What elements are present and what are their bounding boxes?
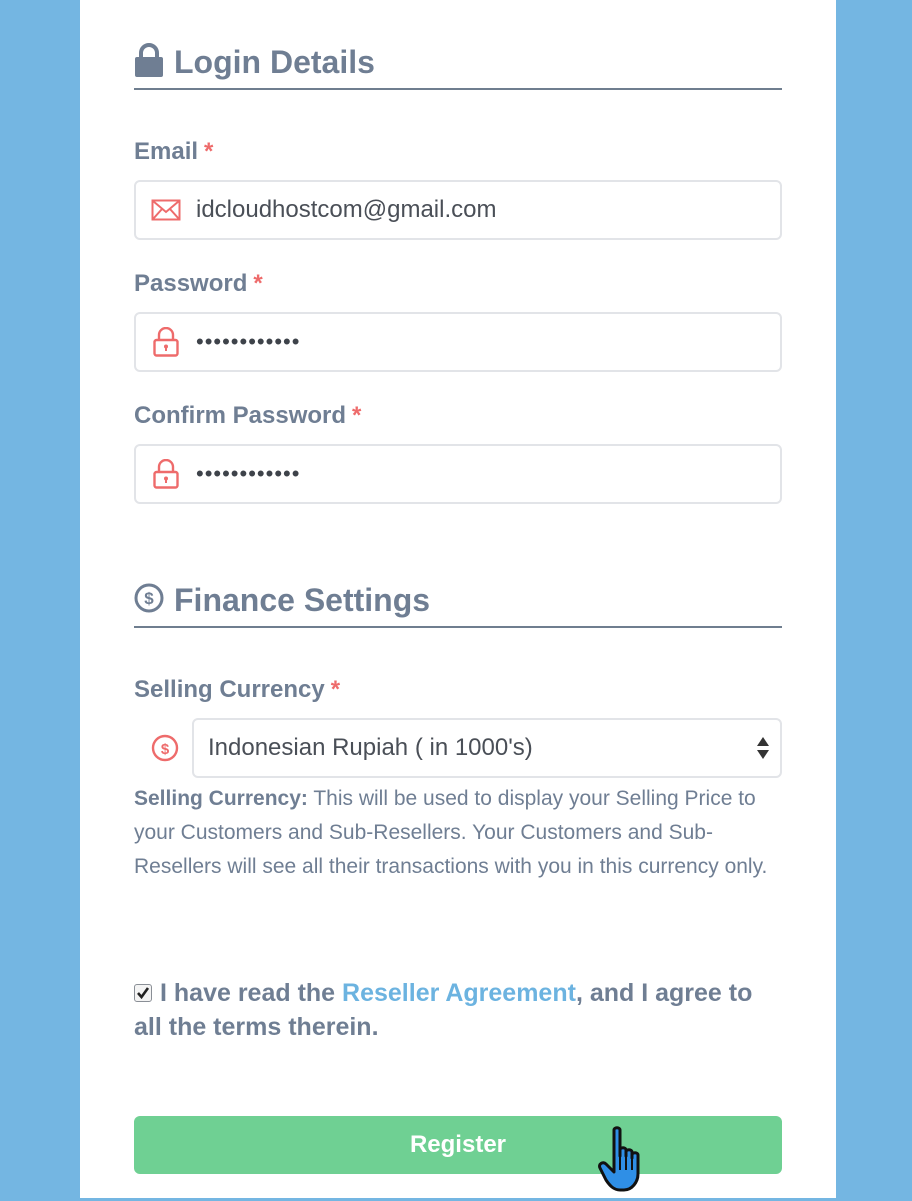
lock-icon [134,43,164,82]
password-field[interactable] [134,312,782,372]
currency-help-text: Selling Currency: This will be used to display your Selling Price to your Customers and Sub-Resellers. Your Customers and Sub-Resellers will see all their transactions with you in this currency only. [134,787,768,878]
dollar-circle-icon [134,583,164,618]
svg-text:$: $ [160,741,170,758]
required-mark: * [330,676,341,703]
padlock-icon [136,327,196,357]
confirm-password-value: •••••••••••• [196,461,301,486]
selling-currency-label: Selling Currency * [134,676,341,703]
register-button[interactable]: Register [134,1116,782,1174]
required-mark: * [204,138,214,165]
agreement-checkbox[interactable] [134,984,152,1002]
svg-text:$: $ [144,588,154,608]
selling-currency-value: Indonesian Rupiah ( in 1000's) [208,734,533,761]
password-value: •••••••••••• [196,329,301,354]
envelope-icon [136,199,196,221]
required-mark: * [352,402,362,429]
confirm-password-field[interactable] [134,444,782,504]
agreement-row: I have read the Reseller Agreement, and I agree to all the terms therein. [134,979,753,1041]
required-mark: * [253,270,263,297]
finance-settings-header [134,574,782,628]
login-details-title: Login Details [174,43,375,80]
select-arrows-icon [756,736,770,760]
finance-settings-title: Finance Settings [174,581,431,618]
padlock-icon [136,459,196,489]
confirm-password-label: Confirm Password * [134,402,362,429]
hand-cursor-icon [598,1126,656,1201]
selling-currency-select[interactable] [192,718,782,778]
login-details-header [134,36,782,90]
email-value: idcloudhostcom@gmail.com [196,196,497,223]
reseller-agreement-link[interactable]: Reseller Agreement [342,979,576,1007]
password-label: Password * [134,270,263,297]
registration-card [80,0,836,1198]
email-field[interactable] [134,180,782,240]
email-label: Email * [134,138,214,165]
dollar-circle-icon [151,734,179,767]
